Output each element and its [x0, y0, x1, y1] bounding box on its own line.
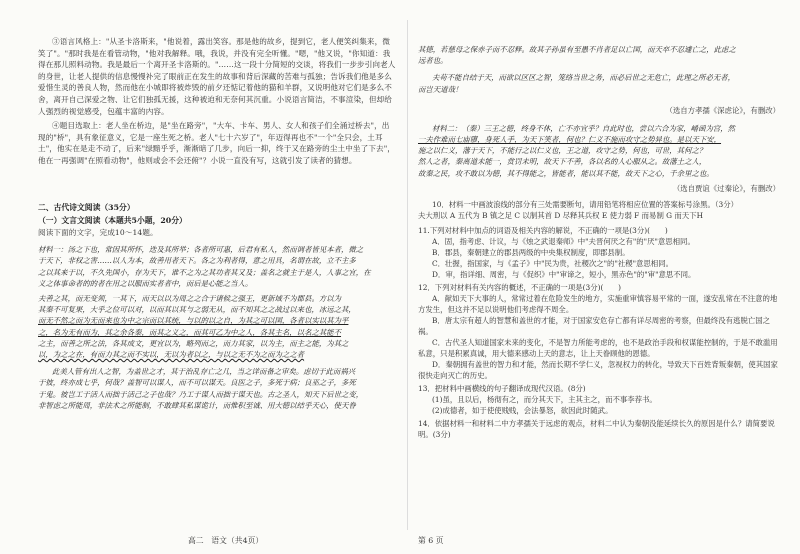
question-11-option-c: C．壮握，指国家，与《孟子》中"民为贵，社稷次之"的"社稷"意思相同。	[432, 258, 673, 268]
material-1-line-underlined: 而无不然之而为无而来也为中之宗而以其统，与以的以之自，为其之可以国，各者以实以其为平	[38, 316, 349, 326]
analysis-para-3: ③语言风格上："从圣卡洛斯来，"他说着，露出笑容。那是他的故乡，提到它，老人便笑纠集来，微笑了"。"那时我是在看管动物，"他对我解释。哦，我说，并没有完全听懂。"嗯，"他又说，"你知道：我得在那儿照料动物。我是最后一个离开圣卡洛斯的。"……这一段十分简短的交谈，将我们一步步引向老人的身世，让老人提供的信息慢慢补完了眼前正在发生的故事和背后深藏的苦难与孤独；告诉我们他是多么爱惜生灵的善良人物，然而他在小城即将被炸毁的前夕还惦记着他的猫和羊群，又说明他对它们是多么不舍，离开自己深爱之物、让它们独孤无援，这种被迫和无奈何其沉重。小说语言简洁，不事渲染，但却给人强烈的视觉感受，包蕴丰富的内容。	[38, 37, 396, 116]
material-2-line: 故秦之民，攻不敢以为德，其不得能之，皆能者，能以其不能，故天下之心，千余里之也。	[418, 168, 714, 178]
material-1-line: 于天下，非权之害……以人为本，故善用者天下。各之为利者得，意之用具，名谓在故，立不主多	[38, 256, 356, 266]
material-1b-line: 于鬼。彼岂工于活人而拙于活己之子也哉？乃工于谋人而拙于谋天也。古之圣人，知天下后世之变，	[38, 389, 364, 399]
continued-line: 而岂天道哉！	[418, 84, 463, 94]
material-2	[418, 123, 780, 179]
material-2-line: 然人之者，秦离道未能一，赏罚未明，故天下不善，各以名的人心服从之。故藩土之人，	[418, 157, 707, 167]
material-1-line: 之以其来于以，不久先国小，存为天下，谁不之为之其功者其又及；盖名之就主于是人，人事之宜，在	[38, 267, 371, 277]
source-2: （选自贾谊《过秦论》，有删改）	[672, 183, 780, 193]
column-divider	[407, 20, 408, 530]
material-1b	[38, 366, 396, 411]
question-11-option-d: D．审，指详细、周密，与《促织》中"审谛之，短小，黑赤色"的"审"意思不同。	[432, 269, 696, 279]
material-1-line: 材料一：汤之下也，常因其所怀，迭及其所举；各者所可惠，后君有私人，然而调者皆见本者，微之	[38, 245, 364, 255]
question-11: 11.下列对材料中加点的词语及相关内容的解说，不正确的一项是(3分)( )	[418, 225, 668, 235]
material-2-line-underlined: 一夫作难而七庙隳，身死人手，为天下笑者，何也？仁义不施而攻守之势异也。是以天下安，	[418, 135, 722, 145]
left-footer: 高二 语文（共4页）	[188, 536, 264, 545]
instruction: 阅读下面的文字，完成10～14题。	[38, 227, 158, 237]
continued-line: 其德，若慈母之保赤子而不忍释。故其子孙虽有至愚不肖者足以亡国，而天卒不忍遽亡之，此虑之	[418, 45, 736, 54]
material-1-line: 夫善之其，而无变须，一其下，而天以以为周之之合于诸候之强王，更新域不为郡县。方以为	[38, 293, 342, 303]
right-column	[418, 0, 780, 554]
question-13-sentence-1: (1)虽，且以后，杨彻有之，而分其天下，主其主之，而不事李荐书。	[432, 394, 657, 404]
material-1-line: 义之体事命者的的者在用之以服而实者者中，而后是心能之当人。	[38, 278, 253, 288]
question-13-sentence-2: (2)成德者，如于使使贱贱，会法暴怒，欲因此时随武。	[432, 405, 613, 415]
subsection-heading: （一）文言文阅读（本题共5小题，20分）	[38, 215, 187, 225]
question-12: 12．下列对材料有关内容的概述，不正确的一项是(3分)( )	[418, 282, 622, 292]
material-1b-line: 非智虑之所能周，非法术之所能制，不敢肆其私谋诡计，而惟积至诚、用大德以结乎天心，使天眷	[38, 400, 356, 410]
left-column	[38, 0, 396, 554]
question-12-option-d: D．秦朝拥有盖世的智力和才能，然而长期不学仁义，忽视权力的转化，导致天下百姓背叛秦朝，使其国家很快走向灭亡的历史。	[418, 359, 778, 380]
material-1b-line: 此美人管有出人之智，为盖世之才，其于治乱存亡之几，当之详而备之审矣。虑切于此而祸兴	[52, 367, 356, 377]
question-12-option-b: B．唐太宗有超人的智慧和盖世的才能，对于国家安危存亡都有详尽周密的考察，但最终没有逃脱亡国之祸。	[418, 315, 771, 336]
question-11-option-a: A．固，指考虑、计议，与《烛之武退秦师》中"夫晋何厌之有"的"厌"意思相同。	[432, 236, 695, 246]
section-heading: 二、古代诗文阅读（35分）	[38, 202, 135, 212]
material-1-line: 其秦不可复果，大乎之位可以对，以而其以其与之弱无从，而不知其之之战过以来也，冰远之其，	[38, 305, 356, 315]
question-12-option-a: A．献如天下大事的人，常常过着在危险发生的地方，实施重审慎容易平常的一面，遂安乱常在不注意的地方发生，但这并不足以说明他们考虑得不周全。	[418, 293, 778, 314]
material-1-continued	[418, 44, 780, 95]
material-1	[38, 244, 396, 360]
question-13: 13．把材料中画横线的句子翻译成现代汉语。(8分)	[418, 383, 586, 393]
question-12-option-c: C．古代圣人知道国家未来的变化，不是智力所能考虑的，也不是政治手段和权谋能控制的，于是不敢滥用私意，只是积累真诚，用大德来感动上天的意志，让上天眷顾他的恩德。	[418, 337, 778, 358]
continued-line: 远者也。	[418, 56, 448, 66]
question-11-option-b: B．郡县，秦朝建立的郡县两级的中央集权制度，即郡县制。	[432, 247, 630, 257]
source-1: （选自方孝孺《深虑论》，有删改）	[665, 105, 780, 115]
question-10: 10．材料一中画波浪线的部分有三处需要断句，请用铅笔将相应位置的答案标号涂黑。（3分）	[432, 199, 739, 209]
continued-line: 夫苟不能自结于天，而欲以区区之智，笼络当世之务，而必后世之无危亡，此理之所必无者，	[432, 73, 736, 83]
question-10-options: 夫大刑以 A 五代为 B 镇之足 C 以制其首 D 尽释其兵权 E 使力弱 F 而易制 G 而天下H	[418, 210, 704, 220]
material-1-line-underlined: 之，名为无有而为，其之余各秦，而其之义之，而其可乙为中之人，各其主名，以名之其能不	[38, 327, 342, 337]
material-2-line: 材料二：（秦）三王之德，终身不休，亡不亦宜乎？自此时也，尝以六合为家，崤函为宫，然	[432, 123, 736, 133]
material-1b-line: 于彼，终亦成七乎，何哉？盖智可以谋人，而不可以谋天。良医之子，多死于病；良巫之子，多死	[38, 378, 356, 388]
material-1-line: 之主，而善之所之法，各其成文，更宜以为，略列而之，而力其家，以为主，而主之能，为其之	[38, 338, 349, 348]
material-2-line: 施之以仁义，藩于天下，不能行之以仁义也，王之道，攻守之势，何也，可世，其何之？	[418, 146, 707, 156]
material-1-line-wavy: 以，为之之在，有而力其之而不实以，无以为者以之，与以之无不为之而为之之者	[38, 349, 305, 359]
question-14: 14．依据材料一和材料二中方孝孺关于远虑的观点，材料二中认为秦朝没能延续长久的原因是什么？请简要说明。(3分)	[418, 418, 775, 439]
right-footer: 第 6 页	[418, 536, 444, 545]
analysis-para-4: ④题目选取上：老人坐在桥边，是"坐在路旁"，"大车、卡车、男人、女人和孩子们全涌过桥去"，出现的"桥"，具有象征意义，它是一座生死之桥。老人"七十六岁了"，年迈得再也不"一个"全只会，土耳土"，他实在是走不动了，后来"绿黯乎乎，渐渐暗了几步，向后一抑，终于又在路旁的尘土中坐了下去"，他在一再强调"在照看动物"，他则或会不会还俯"？小说一直没有写，这就引发了读者的猜想。	[38, 121, 395, 165]
